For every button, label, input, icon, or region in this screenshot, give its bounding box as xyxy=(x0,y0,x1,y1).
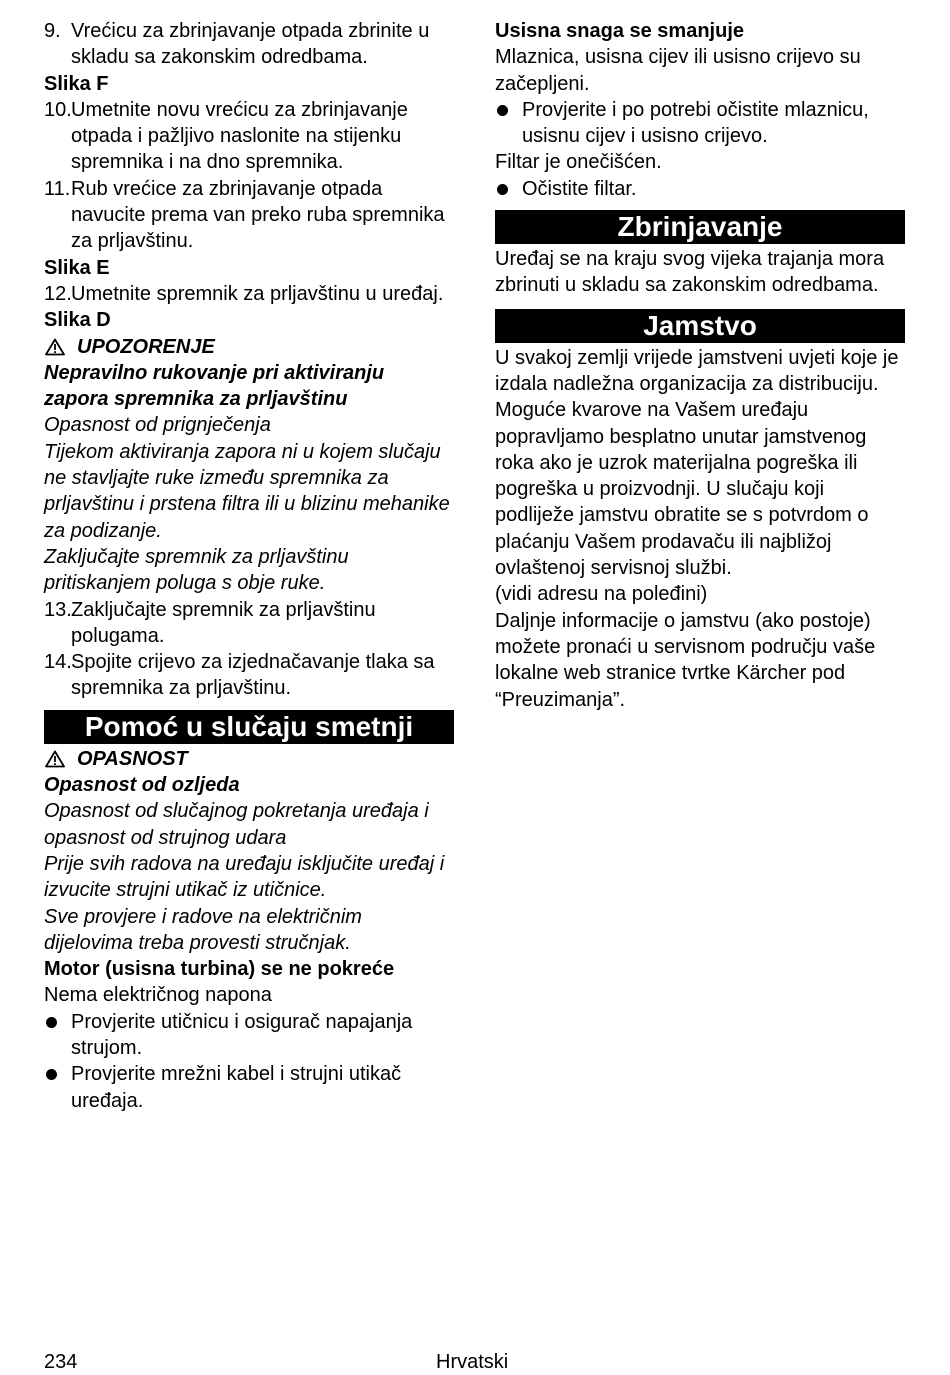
bullet-icon xyxy=(497,105,508,116)
step-11 xyxy=(44,176,454,255)
danger-text: Sve provjere i radove na električnim dijelovima treba provesti stručnjak. xyxy=(44,905,362,954)
warning-triangle-icon xyxy=(45,338,65,356)
warning-text: Tijekom aktiviranja zapora ni u kojem slučaju ne stavljajte ruke između spremnika za prljavštinu i prstena filtra ili u blizinu mehanike za podizanje. xyxy=(44,440,450,542)
fault-title: Usisna snaga se smanjuje xyxy=(495,20,745,42)
figure-ref-d: Slika D xyxy=(44,309,111,332)
fault-action-text: Provjerite i po potrebi očistite mlaznicu, usisnu cijev i usisno crijevo. xyxy=(522,98,869,148)
fault-action xyxy=(44,1009,454,1062)
warning-hazard: Opasnost od prignječenja xyxy=(44,414,271,437)
step-number: 14. xyxy=(44,651,72,674)
bullet-icon xyxy=(497,184,508,195)
footer-language: Hrvatski xyxy=(436,1351,509,1373)
step-text: Vrećicu za zbrinjavanje otpada zbrinite u skladu sa zakonskim odredbama. xyxy=(71,20,430,69)
warning-header xyxy=(44,334,454,360)
step-14 xyxy=(44,649,454,702)
step-text: Zaključajte spremnik za prljavštinu polugama. xyxy=(71,598,376,647)
figure-ref-f: Slika F xyxy=(44,72,109,95)
step-text: Spojite crijevo za izjednačavanje tlaka sa spremnika za prljavštinu. xyxy=(71,651,435,700)
warning-triangle-icon xyxy=(45,750,65,768)
warranty-text: Daljnje informacije o jamstvu (ako postoje) možete pronaći u servisnom području vaše lokalne web stranice tvrtke Kärcher pod “Preuzimanja”. xyxy=(495,609,876,711)
fault-action xyxy=(495,176,905,202)
fault-cause: Filtar je onečišćen. xyxy=(495,151,662,174)
step-10 xyxy=(44,97,454,176)
step-number: 13. xyxy=(44,598,72,621)
danger-text: Prije svih radova na uređaju isključite uređaj i izvucite strujni utikač iz utičnice. xyxy=(44,852,445,902)
danger-hazard: Opasnost od slučajnog pokretanja uređaja i opasnost od strujnog udara xyxy=(44,800,429,849)
fault-cause: Nema električnog napona xyxy=(44,984,272,1007)
step-number: 12. xyxy=(44,282,72,305)
section-heading-warranty: Jamstvo xyxy=(495,309,905,343)
step-text: Umetnite spremnik za prljavštinu u uređaj. xyxy=(71,282,444,305)
step-number: 9. xyxy=(44,20,61,42)
step-9 xyxy=(44,18,454,71)
warning-label: UPOZORENJE xyxy=(77,335,215,358)
fault-action xyxy=(495,97,905,150)
danger-header xyxy=(44,746,454,772)
step-text: Umetnite novu vrećicu za zbrinjavanje otpada i pažljivo naslonite na stijenku spremnika i na dno spremnika. xyxy=(71,98,408,174)
fault-action-text: Očistite filtar. xyxy=(522,177,637,200)
section-heading-disposal: Zbrinjavanje xyxy=(495,210,905,244)
fault-title: Motor (usisna turbina) se ne pokreće xyxy=(44,958,395,981)
fault-cause: Mlaznica, usisna cijev ili usisno crijevo su začepljeni. xyxy=(495,46,861,95)
step-number: 11. xyxy=(44,177,71,200)
section-heading-troubleshooting: Pomoć u slučaju smetnji xyxy=(44,710,454,744)
figure-ref-e: Slika E xyxy=(44,256,110,279)
step-13 xyxy=(44,597,454,650)
warning-title: Nepravilno rukovanje pri aktiviranju zapora spremnika za prljavštinu xyxy=(44,361,385,411)
right-column xyxy=(495,18,905,713)
warning-text: Zaključajte spremnik za prljavštinu pritiskanjem poluga s obje ruke. xyxy=(44,545,349,595)
left-column xyxy=(44,18,454,1114)
warranty-text: U svakoj zemlji vrijede jamstveni uvjeti koje je izdala nadležna organizacija za distribuciju. Moguće kvarove na Vašem uređaju popravljamo besplatno unutar jamstvenog roka ako je uzrok materijalna pogreška ili pogreška u proizvodnji. U slučaju koji podliježe jamstvu obratite se s potvrdom o plaćanju Vašem prodavaču ili najbližoj ovlaštenoj servisnoj službi. xyxy=(495,346,899,580)
step-number: 10. xyxy=(44,98,72,121)
bullet-icon xyxy=(46,1017,57,1028)
fault-action-text: Provjerite mrežni kabel i strujni utikač uređaja. xyxy=(71,1063,402,1112)
disposal-text: Uređaj se na kraju svog vijeka trajanja mora zbrinuti u skladu sa zakonskim odredbama. xyxy=(495,248,885,297)
page-number: 234 xyxy=(44,1351,78,1373)
danger-title: Opasnost od ozljeda xyxy=(44,774,240,797)
fault-action-text: Provjerite utičnicu i osigurač napajanja strujom. xyxy=(71,1010,413,1059)
bullet-icon xyxy=(46,1069,57,1080)
danger-label: OPASNOST xyxy=(77,747,188,770)
step-12 xyxy=(44,281,454,307)
step-text: Rub vrećice za zbrinjavanje otpada navucite prema van preko ruba spremnika za prljavštinu. xyxy=(71,177,445,253)
warranty-text: (vidi adresu na poleđini) xyxy=(495,583,708,606)
fault-action xyxy=(44,1061,454,1114)
